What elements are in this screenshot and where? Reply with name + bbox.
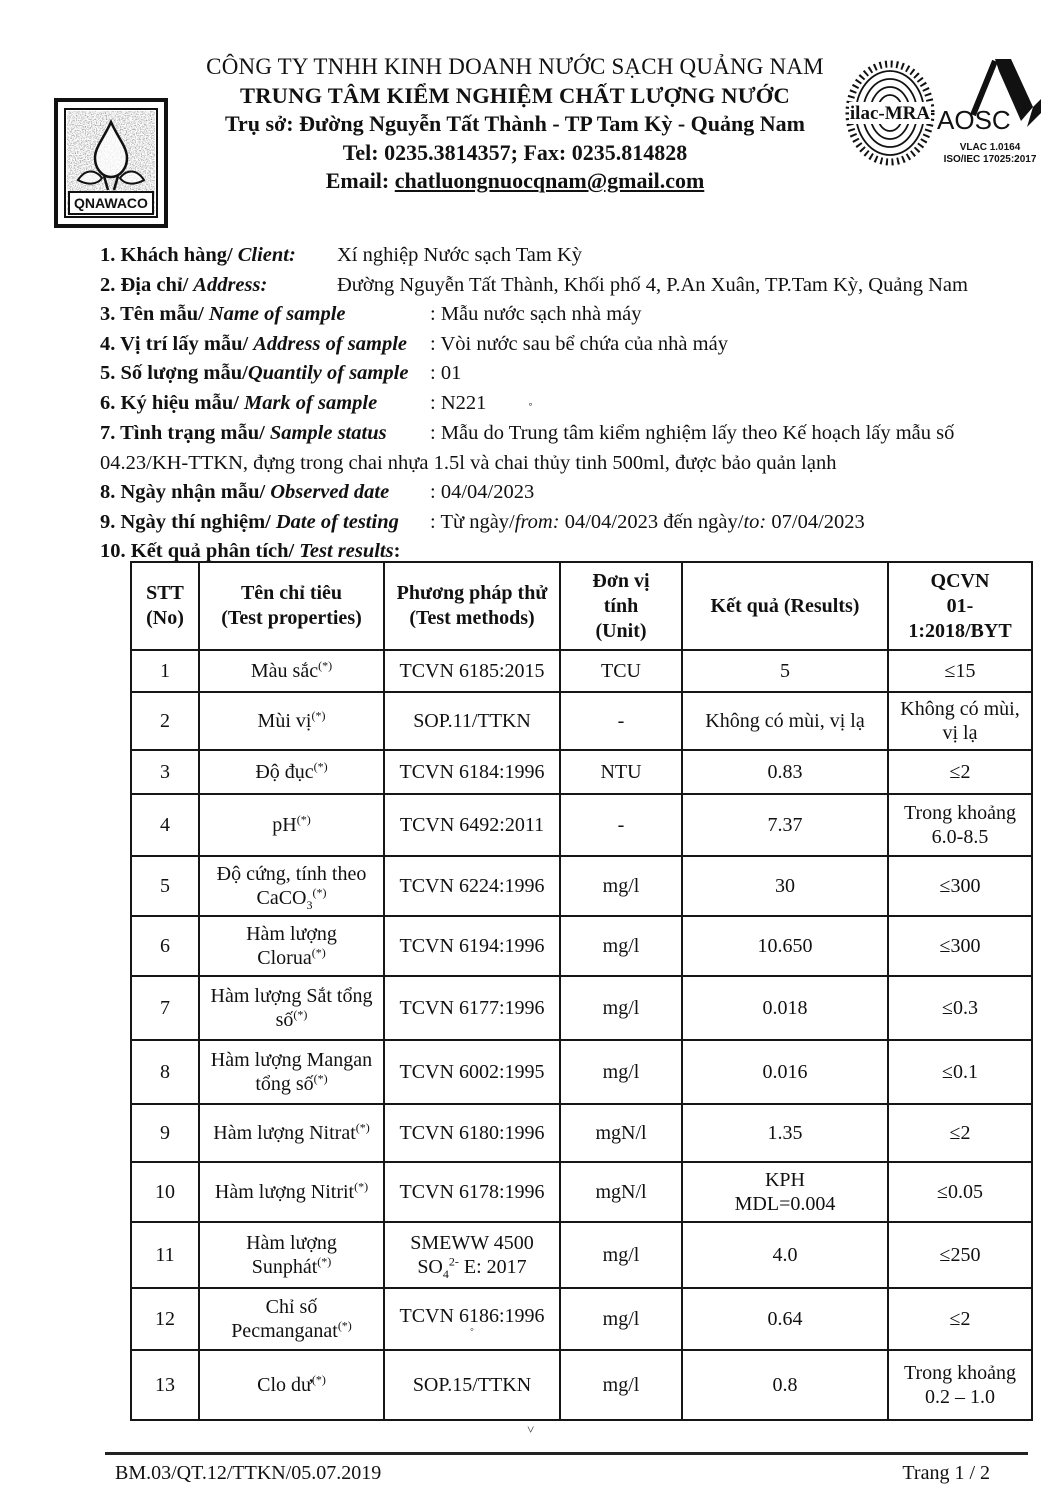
to-word: to: <box>743 510 767 533</box>
row-result: 1.35 <box>682 1104 888 1162</box>
table-row <box>131 1104 1032 1162</box>
table-row <box>131 1040 1032 1104</box>
row-unit: mg/l <box>560 916 682 976</box>
col-header-method: Phương pháp thử (Test methods) <box>384 562 560 650</box>
info-value <box>430 511 865 533</box>
info-sample-mark <box>100 389 1010 420</box>
row-result: 7.37 <box>682 794 888 856</box>
row-name: Mùi vị(*) <box>199 692 384 750</box>
row-method: TCVN 6194:1996 <box>384 916 560 976</box>
email-address-link[interactable]: chatluongnuocqnam@gmail.com <box>394 168 705 193</box>
info-label: 7. Tình trạng mẫu/ <box>100 422 265 444</box>
row-name: Hàm lượng Nitrat(*) <box>199 1104 384 1162</box>
stamp-caption: QNAWACO <box>74 195 148 211</box>
info-client <box>100 241 1010 271</box>
row-method: TCVN 6184:1996 <box>384 750 560 794</box>
row-limit: ≤300 <box>888 856 1032 916</box>
row-result: 4.0 <box>682 1222 888 1288</box>
info-value: : N221 <box>430 391 487 414</box>
table-row <box>131 794 1032 856</box>
info-label-en: Client: <box>237 244 296 266</box>
row-result: 0.8 <box>682 1350 888 1420</box>
row-unit: mg/l <box>560 1350 682 1420</box>
info-label: 5. Số lượng mẫu/ <box>100 362 248 384</box>
table-row <box>131 916 1032 976</box>
table-row <box>131 750 1032 794</box>
row-result: 10.650 <box>682 916 888 976</box>
info-value: : Mẫu nước sạch nhà máy <box>430 303 642 325</box>
test-results-table-wrapper <box>130 561 1033 1421</box>
table-row <box>131 1162 1032 1222</box>
info-label-en: Name of sample <box>208 303 346 325</box>
row-result: 0.016 <box>682 1040 888 1104</box>
row-method: TCVN 6186:1996 ◦ <box>384 1288 560 1350</box>
row-limit: ≤2 <box>888 750 1032 794</box>
row-method: TCVN 6224:1996 <box>384 856 560 916</box>
head-office-address: Trụ sở: Đường Nguyễn Tất Thành - TP Tam Kỳ - Quảng Nam <box>225 111 805 136</box>
ilac-mra-seal <box>843 58 937 168</box>
row-no: 8 <box>131 1040 199 1104</box>
info-label-en: Address of sample <box>253 332 407 355</box>
table-header-row <box>131 562 1032 650</box>
info-label-en: Sample status <box>269 422 387 444</box>
info-label: 9. Ngày thí nghiệm/ <box>100 510 271 533</box>
row-limit: ≤2 <box>888 1104 1032 1162</box>
row-limit: ≤0.3 <box>888 976 1032 1040</box>
table-row <box>131 692 1032 750</box>
info-label: 10. Kết quả phân tích/ <box>100 540 295 562</box>
row-name: Hàm lượng Mangan tổng số(*) <box>199 1040 384 1104</box>
date-to: 07/04/2023 <box>766 510 865 533</box>
row-unit: NTU <box>560 750 682 794</box>
row-unit: mg/l <box>560 1288 682 1350</box>
col-header-limit: QCVN 01- 1:2018/BYT <box>888 562 1032 650</box>
row-result: 0.64 <box>682 1288 888 1350</box>
row-no: 5 <box>131 856 199 916</box>
row-method: SOP.15/TTKN <box>384 1350 560 1420</box>
row-method: TCVN 6492:2011 <box>384 794 560 856</box>
test-results-table <box>130 561 1033 1421</box>
info-label-en: Quantily of sample <box>247 362 409 384</box>
row-name: Hàm lượng Sắt tổng số(*) <box>199 976 384 1040</box>
row-unit: TCU <box>560 650 682 692</box>
row-limit: ≤2 <box>888 1288 1032 1350</box>
table-row <box>131 856 1032 916</box>
company-name: CÔNG TY TNHH KINH DOANH NƯỚC SẠCH QUẢNG NAM <box>206 54 824 79</box>
from-word: from: <box>514 510 560 533</box>
col-header-name: Tên chỉ tiêu (Test properties) <box>199 562 384 650</box>
info-sample-location <box>100 330 1010 360</box>
scan-artifact: ◦ <box>470 1324 474 1336</box>
row-result: Không có mùi, vị lạ <box>682 692 888 750</box>
aosc-label: AOSC <box>937 105 1011 135</box>
info-label-en: Observed date <box>270 481 390 503</box>
info-label: 1. Khách hàng/ <box>100 244 233 266</box>
scan-artifact: ˅ <box>527 1422 535 1437</box>
info-label-en: Test results <box>299 540 394 562</box>
info-sample-quantity <box>100 359 1010 389</box>
row-name: pH(*) <box>199 794 384 856</box>
row-no: 1 <box>131 650 199 692</box>
row-method: TCVN 6002:1995 <box>384 1040 560 1104</box>
row-name: Chỉ số Pecmanganat(*) <box>199 1288 384 1350</box>
row-unit: mg/l <box>560 1040 682 1104</box>
table-row <box>131 1350 1032 1420</box>
row-limit: ≤0.05 <box>888 1162 1032 1222</box>
row-name: Độ đục(*) <box>199 750 384 794</box>
info-value: : Vòi nước sau bể chứa của nhà máy <box>430 332 728 355</box>
row-unit: mgN/l <box>560 1104 682 1162</box>
letterhead <box>170 53 860 196</box>
info-label: 3. Tên mẫu/ <box>100 303 204 325</box>
row-result: KPH MDL=0.004 <box>682 1162 888 1222</box>
row-unit: mg/l <box>560 856 682 916</box>
row-method: TCVN 6180:1996 <box>384 1104 560 1162</box>
info-label-en: Address: <box>193 273 268 296</box>
aosc-icon <box>935 55 1045 137</box>
row-no: 7 <box>131 976 199 1040</box>
row-unit: mg/l <box>560 976 682 1040</box>
row-result: 5 <box>682 650 888 692</box>
row-unit: - <box>560 794 682 856</box>
email-line <box>170 167 860 196</box>
row-method: TCVN 6185:2015 <box>384 650 560 692</box>
table-row <box>131 976 1032 1040</box>
info-sample-name <box>100 300 1010 330</box>
info-label-en: Mark of sample <box>243 391 378 414</box>
footer-divider <box>105 1452 1028 1455</box>
ilac-mra-label: ilac-MRA <box>849 103 931 124</box>
row-result: 0.83 <box>682 750 888 794</box>
row-limit: ≤15 <box>888 650 1032 692</box>
row-no: 6 <box>131 916 199 976</box>
row-name: Hàm lượng Clorua(*) <box>199 916 384 976</box>
row-name: Màu sắc(*) <box>199 650 384 692</box>
row-no: 9 <box>131 1104 199 1162</box>
row-unit: mgN/l <box>560 1162 682 1222</box>
row-no: 3 <box>131 750 199 794</box>
row-limit: Trong khoảng 6.0-8.5 <box>888 794 1032 856</box>
info-value: : 04/04/2023 <box>430 481 535 503</box>
info-label: 2. Địa chỉ/ <box>100 273 189 296</box>
sample-info-list <box>100 241 1010 567</box>
table-row <box>131 1288 1032 1350</box>
row-name: Clo dư(*) <box>199 1350 384 1420</box>
row-unit: mg/l <box>560 1222 682 1288</box>
row-unit: - <box>560 692 682 750</box>
row-method: SOP.11/TTKN <box>384 692 560 750</box>
table-row <box>131 1222 1032 1288</box>
row-name: Hàm lượng Nitrit(*) <box>199 1162 384 1222</box>
page-number: Trang 1 / 2 <box>902 1462 990 1484</box>
water-drop-hands-icon <box>54 98 168 228</box>
info-address <box>100 271 1010 301</box>
info-label-colon: : <box>393 540 401 562</box>
row-method: SMEWW 4500 $SO_4^{2-}$ E: 2017 <box>384 1222 560 1288</box>
row-limit: ≤250 <box>888 1222 1032 1288</box>
aosc-seal <box>932 55 1048 166</box>
info-value: Đường Nguyễn Tất Thành, Khối phố 4, P.An Xuân, TP.Tam Kỳ, Quảng Nam <box>337 273 968 296</box>
row-method: TCVN 6178:1996 <box>384 1162 560 1222</box>
col-header-unit: Đơn vị tính (Unit) <box>560 562 682 650</box>
accreditation-standard: ISO/IEC 17025:2017 <box>943 154 1037 165</box>
col-header-result: Kết quả (Results) <box>682 562 888 650</box>
info-label: 8. Ngày nhận mẫu/ <box>100 481 266 503</box>
info-value-line2: 04.23/KH-TTKN, đựng trong chai nhựa 1.5l và chai thủy tinh 500ml, được bảo quản lạnh <box>100 451 837 474</box>
info-value: : 01 <box>430 362 462 384</box>
table-row <box>131 650 1032 692</box>
info-testing-date <box>100 508 1010 538</box>
info-label: 4. Vị trí lấy mẫu/ <box>100 332 249 355</box>
row-limit: Không có mùi, vị lạ <box>888 692 1032 750</box>
row-method: TCVN 6177:1996 <box>384 976 560 1040</box>
info-value: Xí nghiệp Nước sạch Tam Kỳ <box>337 244 583 266</box>
row-no: 4 <box>131 794 199 856</box>
info-value: : Mẫu do Trung tâm kiểm nghiệm lấy theo Kế hoạch lấy mẫu số <box>430 422 955 444</box>
date-prefix: : Từ ngày/ <box>430 510 515 533</box>
row-limit: ≤300 <box>888 916 1032 976</box>
row-no: 13 <box>131 1350 199 1420</box>
info-received-date <box>100 478 1010 508</box>
row-no: 2 <box>131 692 199 750</box>
row-name: Độ cứng, tính theo CaCO$_3$(*) <box>199 856 384 916</box>
accreditation-code: VLAC 1.0164 <box>959 142 1021 153</box>
row-limit: Trong khoảng 0.2 – 1.0 <box>888 1350 1032 1420</box>
info-sample-status <box>100 419 1010 478</box>
row-no: 12 <box>131 1288 199 1350</box>
center-name: TRUNG TÂM KIỂM NGHIỆM CHẤT LƯỢNG NƯỚC <box>240 82 790 108</box>
row-name: Hàm lượng Sunphát(*) <box>199 1222 384 1288</box>
row-result: 0.018 <box>682 976 888 1040</box>
info-label: 6. Ký hiệu mẫu/ <box>100 391 239 414</box>
email-label: Email: <box>325 168 390 193</box>
row-limit: ≤0.1 <box>888 1040 1032 1104</box>
scan-artifact: ◦ <box>528 396 533 411</box>
info-label-en: Date of testing <box>275 510 399 533</box>
date-from: 04/04/2023 đến ngày/ <box>559 510 744 533</box>
row-no: 11 <box>131 1222 199 1288</box>
col-header-stt: STT (No) <box>131 562 199 650</box>
qnawaco-stamp-logo <box>54 98 168 228</box>
row-result: 30 <box>682 856 888 916</box>
row-no: 10 <box>131 1162 199 1222</box>
form-code: BM.03/QT.12/TTKN/05.07.2019 <box>115 1462 382 1484</box>
ilac-mra-icon <box>843 58 937 168</box>
tel-fax-line: Tel: 0235.3814357; Fax: 0235.814828 <box>342 139 688 165</box>
